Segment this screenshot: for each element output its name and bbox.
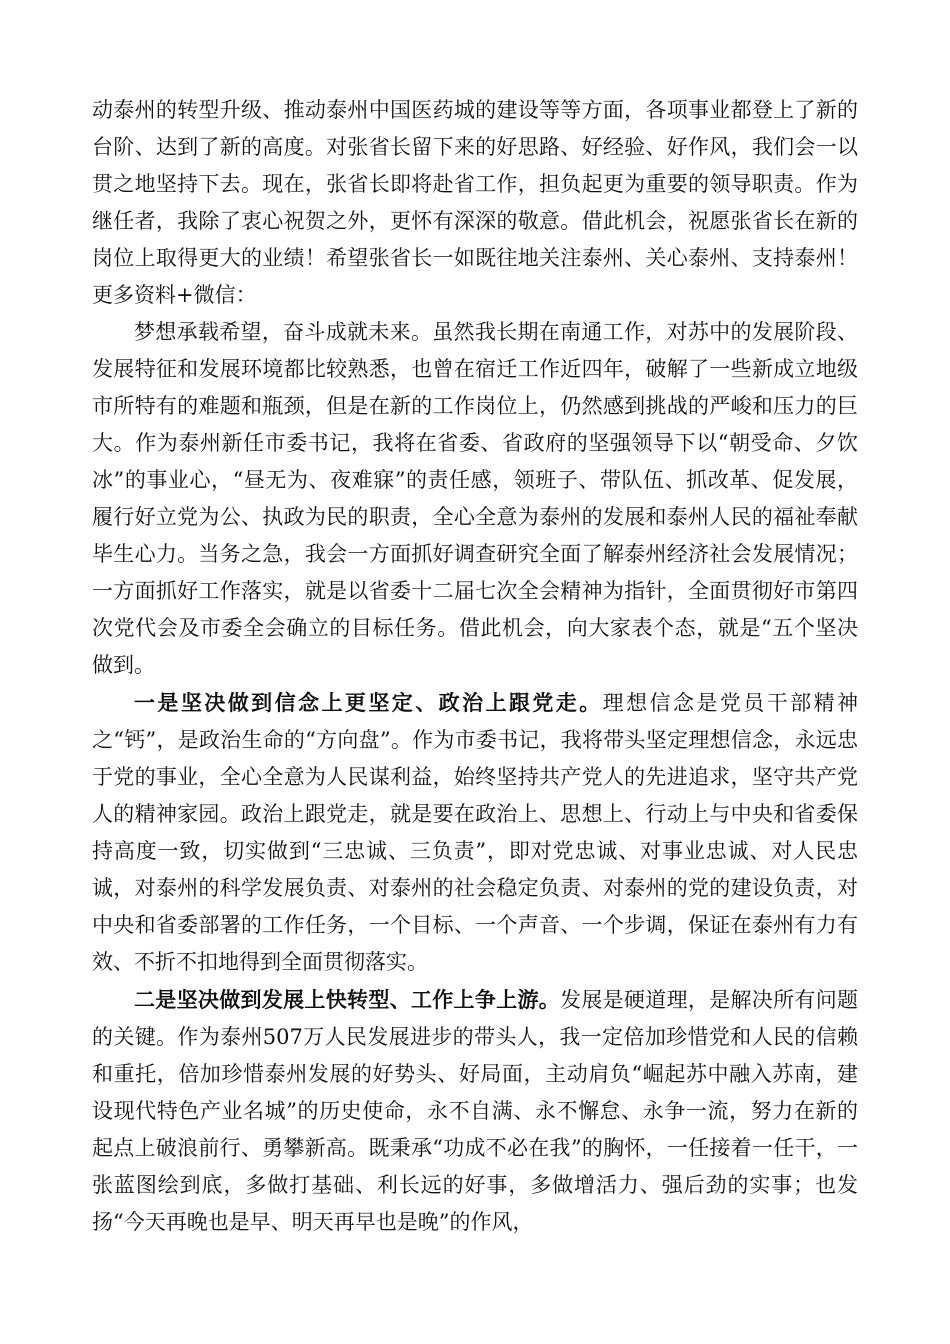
paragraph-text: 动泰州的转型升级、推动泰州中国医药城的建设等等方面，各项事业都登上了新的台阶、达到了新的高度。对张省长留下来的好思路、好经验、好作风，我们会一以贯之地坚持下去。现在，张省长即将赴省工作，担负起更为重要的领导职责。作为继任者，我除了衷心祝贺之外，更怀有深深的敬意。借此机会，祝愿张省长在新的岗位上取得更大的业绩！希望张省长一如既往地关注泰州、关心泰州、支持泰州！更多资料+微信： (92, 98, 858, 307)
paragraph-point-two (92, 981, 858, 1241)
paragraph-continuation (92, 92, 858, 314)
document-body (92, 92, 858, 1241)
paragraph-text: 发展是硬道理，是解决所有问题的关键。作为泰州507万人民发展进步的带头人，我一定倍加珍惜党和人民的信赖和重托，倍加珍惜泰州发展的好势头、好局面，主动肩负“崛起苏中融入苏南，建设现代特色产业名城”的历史使命，永不自满、永不懈怠、永争一流，努力在新的起点上破浪前行、勇攀新高。既秉承“功成不必在我”的胸怀，一任接着一任干，一张蓝图绘到底，多做打基础、利长远的好事，多做增活力、强后劲的实事；也发扬“今天再晚也是早、明天再早也是晚”的作风， (92, 988, 859, 1234)
paragraph-text: 梦想承载希望，奋斗成就未来。虽然我长期在南通工作，对苏中的发展阶段、发展特征和发展环境都比较熟悉，也曾在宿迁工作近四年，破解了一些新成立地级市所特有的难题和瓶颈，但是在新的工作岗位上，仍然感到挑战的严峻和压力的巨大。作为泰州新任市委书记，我将在省委、省政府的坚强领导下以“朝受命、夕饮冰”的事业心，“昼无为、夜难寐”的责任感，领班子、带队伍、抓改革、促发展，履行好立党为公、执政为民的职责，全心全意为泰州的发展和泰州人民的福祉奉献毕生心力。当务之急，我会一方面抓好调查研究全面了解泰州经济社会发展情况；一方面抓好工作落实，就是以省委十二届七次全会精神为指针，全面贯彻好市第四次党代会及市委全会确立的目标任务。借此机会，向大家表个态，就是“五个坚决做到。 (92, 320, 858, 677)
paragraph-point-one (92, 684, 858, 981)
paragraph-text: 理想信念是党员干部精神之“钙”，是政治生命的“方向盘”。作为市委书记，我将带头坚定理想信念，永远忠于党的事业，全心全意为人民谋利益，始终坚持共产党人的先进追求，坚守共产党人的精神家园。政治上跟党走，就是要在政治上、思想上、行动上与中央和省委保持高度一致，切实做到“三忠诚、三负责”，即对党忠诚、对事业忠诚、对人民忠诚，对泰州的科学发展负责、对泰州的社会稳定负责、对泰州的党的建设负责，对中央和省委部署的工作任务，一个目标、一个声音、一个步调，保证在泰州有力有效、不折不扣地得到全面贯彻落实。 (92, 691, 859, 974)
paragraph-dream (92, 314, 858, 684)
paragraph-lead-bold: 一是坚决做到信念上更坚定、政治上跟党走。 (134, 690, 603, 715)
paragraph-lead-bold: 二是坚决做到发展上快转型、工作上争上游。 (134, 987, 561, 1012)
